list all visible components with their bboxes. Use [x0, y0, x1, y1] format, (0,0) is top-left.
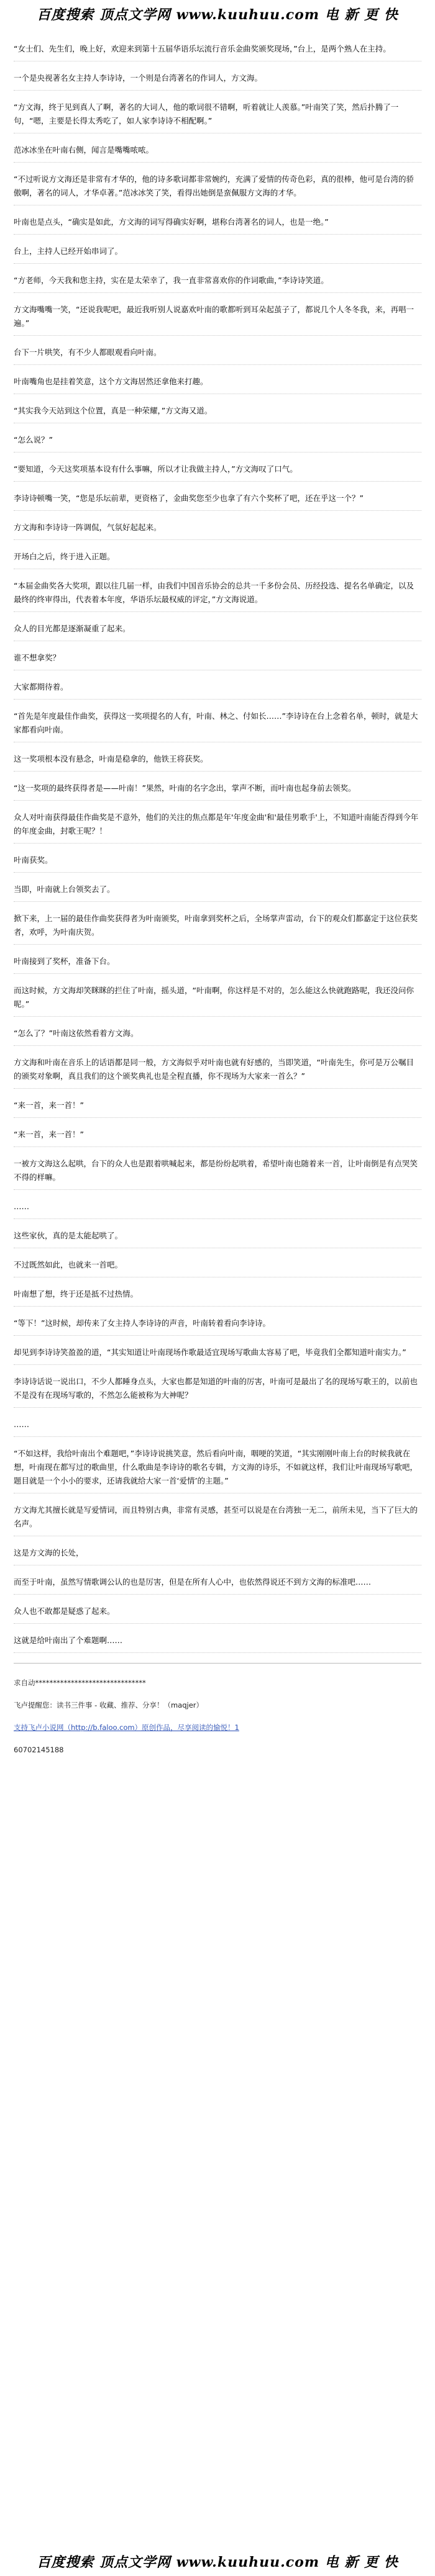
paragraph: 大家都期待着。	[14, 680, 421, 700]
paragraph: 掀下来，上一届的最佳作曲奖获得者为叶南颁奖，叶南拿到奖杯之后，全场掌声雷动，台下的观众们都嘉定于这位获奖者，欢呼，为叶南庆贺。	[14, 912, 421, 945]
paragraph: “本届金曲奖各大奖项，跟以往几届一样，由我们中国音乐协会的总共一千多份会员、历经投选、提名名单确定，以及最终的终审得出，代表着本年度，华语乐坛最权威的评定，”方文海说道。	[14, 579, 421, 612]
paragraph: 而至于叶南，虽然写情歌调公认的也是厉害，但是在所有人心中，也依然得说还不到方文海的标准吧……	[14, 1575, 421, 1595]
paragraph: 不过既然如此，也就来一首吧。	[14, 1258, 421, 1277]
paragraph: 这些家伙，真的是太能起哄了。	[14, 1229, 421, 1248]
paragraph: 这是方文海的长处，	[14, 1546, 421, 1565]
paragraph: “这一奖项的最终获得者是——叶南！”果然，叶南的名字念出，掌声不断，而叶南也起身前去领奖。	[14, 781, 421, 801]
divider	[14, 1663, 421, 1664]
paragraph: 李诗诗话说一说出口，不少人都睡身点头，大家也都是知道的叶南的厉害，叶南可是最出了名的现场写歌王的，以前也不是没有在现场写歌的，不然怎么能被称为大神呢？	[14, 1375, 421, 1408]
paragraph: 叶南接到了奖杯，准备下台。	[14, 955, 421, 974]
paragraph: 而这时候，方文海却笑眯眯的拦住了叶南，摇头道，“叶南啊，你这样是不对的，怎么能这么快就跑路呢，我还没问你呢。”	[14, 984, 421, 1017]
paragraph-list	[14, 42, 421, 1653]
paragraph: 叶南嘴角也是挂着笑意，这个方文海居然还拿他来打趣。	[14, 375, 421, 394]
paragraph: 却见到李诗诗笑盈盈的道，“其实知道让叶南现场作歌最适宜现场写歌曲太容易了吧，毕竟我们全都知道叶南实力。”	[14, 1346, 421, 1365]
paragraph: “方文海，终于见到真人了啊，著名的大词人，他的歌词很不错啊，听着就让人羡慕。”叶南笑了笑，然后扑腾了一句，“嗯，主要是长得太秀吃了，如人家李诗诗不相配啊。”	[14, 101, 421, 133]
paragraph: 范冰冰坐在叶南右侧，闻言是嘴嘴哝哝。	[14, 143, 421, 163]
paragraph: “怎么说？”	[14, 433, 421, 453]
paragraph: “其实我今天站到这个位置，真是一种荣耀，”方文海又道。	[14, 404, 421, 423]
paragraph: 众人对叶南获得最佳作曲奖是不意外，他们的关注的焦点都是年'年度金曲'和'最佳男歌手'上，不知道叶南能否得到今年的年度金曲，封歌王呢？！	[14, 811, 421, 844]
paragraph: “等下！”这时候，却传来了女主持人李诗诗的声音，叶南转着看向李诗诗。	[14, 1317, 421, 1336]
support-link[interactable]: 支持飞卢小说网（http://b.faloo.com）原创作品，尽享阅读的愉悦！1	[14, 1723, 239, 1732]
paragraph: 方文海和叶南在音乐上的话语都是同一般，方文海似乎对叶南也就有好感的，当即笑道，“叶南先生，你可是万公嘱目的颁奖对象啊，真且我们的这个颁奖典礼也是全程直播，你不现场为大家来一首么？”	[14, 1056, 421, 1089]
paragraph: 谁不想拿奖？	[14, 651, 421, 670]
site-banner-bottom: 百度搜索 顶点文学网 www.kuuhuu.com 电 新 更 快	[37, 2554, 398, 2570]
paragraph: 叶南获奖。	[14, 853, 421, 873]
article-body	[14, 42, 421, 1765]
paragraph: “来一首，来一首！”	[14, 1128, 421, 1147]
share-reminder: 飞卢提醒您：读书三件事 - 收藏、推荐、分享！（maqjer）	[14, 1701, 204, 1709]
paragraph: ……	[14, 1200, 421, 1219]
page-code: 60702145188	[14, 1745, 64, 1754]
paragraph: 李诗诗顿嘴一笑，“您是乐坛前辈，更资格了，金曲奖您至少也拿了有六个奖杯了吧，还在乎这一个？”	[14, 492, 421, 511]
paragraph: 叶南也是点头，“确实是如此，方文海的词写得确实好啊，堪称台湾著名的词人，也是一绝。”	[14, 215, 421, 235]
paragraph: “怎么了？”叶南这依然看着方文海。	[14, 1027, 421, 1046]
paragraph: 当即，叶南就上台领奖去了。	[14, 883, 421, 902]
paragraph: 方文海和李诗诗一阵调侃，气氛好起起来。	[14, 521, 421, 540]
paragraph: 这一奖项根本没有悬念，叶南是稳拿的，他铁王将获奖。	[14, 752, 421, 772]
paragraph: “不如这样，我给叶南出个难题吧，”李诗诗说挑笑意，然后看向叶南，咽哽的笑道，“其实刚刚叶南上台的时候我就在想，叶南现在都写过的歌曲里，什么歌曲是李诗诗的歌名专辑，方文海的诗乐，不如就这样，我们让叶南现场写歌吧，题目就是一个小小的要求，还请我就给大家一首‘爱情’的主题。”	[14, 1447, 421, 1493]
paragraph: 这就是给叶南出了个难题啊……	[14, 1634, 421, 1653]
paragraph: “来一首，来一首！”	[14, 1099, 421, 1118]
asterisk-line: 求自动*******************************	[14, 1678, 146, 1687]
paragraph: 方文海尤其擅长就是写爱情词，而且特别古典，非常有灵感，甚至可以说是在台湾独一无二，前所未见，当下了巨大的名声。	[14, 1503, 421, 1536]
paragraph: “女士们、先生们，晚上好，欢迎来到第十五届华语乐坛流行音乐金曲奖颁奖现场，”台上，是两个熟人在主持。	[14, 42, 421, 61]
paragraph: “首先是年度最佳作曲奖，获得这一奖项提名的人有，叶南、林之、付如长……”李诗诗在台上念着名单，顿时，就是大家都看向叶南。	[14, 709, 421, 742]
paragraph: ……	[14, 1418, 421, 1437]
paragraph: 众人也不敢都是疑惑了起来。	[14, 1605, 421, 1624]
paragraph: “要知道，今天这奖项基本设有什么事嘛，所以才让我做主持人，”方文海叹了口气。	[14, 462, 421, 482]
paragraph: 一被方文海这么起哄，台下的众人也是跟着哄喊起来，都是纷纷起哄着，希望叶南也随着来一首，让叶南倒是有点哭笑不得的样嘛。	[14, 1157, 421, 1190]
site-banner-top: 百度搜索 顶点文学网 www.kuuhuu.com 电 新 更 快	[37, 6, 398, 23]
paragraph: 开场白之后，终于进入正题。	[14, 550, 421, 569]
paragraph: 方文海嘴嘴一笑，“还说我呢吧，最近我听别人说嘉欢叶南的歌都听到耳朵起茧子了，都说几个人冬冬我，来，再唱一遍。”	[14, 303, 421, 336]
paragraph: 一个是央视著名女主持人李诗诗，一个则是台湾著名的作词人，方文海。	[14, 71, 421, 91]
paragraph: “方老师，今天我和您主持，实在是太荣幸了，我一直非常喜欢你的作词歌曲，”李诗诗笑道。	[14, 274, 421, 293]
paragraph: 叶南想了想，终于还是抵不过热情。	[14, 1287, 421, 1307]
paragraph: 台上，主持人已经开始串词了。	[14, 245, 421, 264]
paragraph: “不过听说方文海还是非常有才华的，他的诗多歌词都非常婉约，充满了爱情的传奇色彩，真的很棒，他可是台湾的骄傲啊，著名的词人，才华卓著。”范冰冰笑了笑，看得出她倒是蛮佩服方文海的才华。	[14, 173, 421, 205]
paragraph: 台下一片哄笑，有不少人都眼观看向叶南。	[14, 346, 421, 365]
paragraph: 众人的目光都是逐渐凝重了起来。	[14, 622, 421, 641]
